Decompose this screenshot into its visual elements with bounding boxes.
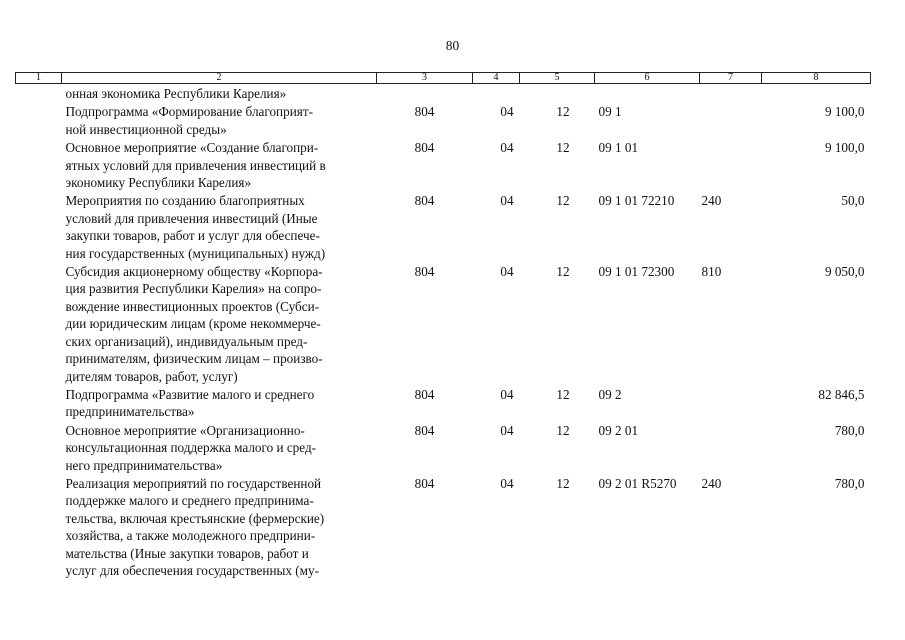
name-line: Мероприятия по созданию благоприятных — [65, 193, 305, 209]
name-line: условий для привлечения инвестиций (Иные — [65, 210, 318, 226]
row-cell-target-code: 09 2 — [598, 386, 622, 402]
header-cell-6: 6 — [595, 73, 700, 84]
name-line: закупки товаров, работ и услуг для обеспече- — [65, 228, 320, 244]
row-cell-target-code: 09 1 — [598, 104, 622, 120]
row-cell-subsection: 12 — [556, 104, 570, 120]
table-row — [16, 475, 871, 580]
name-line: ских организаций), индивидуальным пред- — [65, 333, 308, 349]
name-line: ятных условий для привлечения инвестиций в — [65, 157, 326, 173]
row-cell-section: 04 — [500, 422, 514, 438]
row-cell-section: 04 — [500, 264, 514, 280]
name-line: услуг для обеспечения государственных (му- — [65, 562, 319, 578]
row-cell-index — [16, 192, 62, 263]
name-line: Основное мероприятие «Создание благопри- — [65, 140, 319, 156]
table-row — [16, 192, 871, 263]
row-cell-subsection: 12 — [556, 264, 570, 280]
name-line: хозяйства, а также молодежного предприни- — [65, 528, 316, 544]
table-row — [16, 103, 871, 139]
row-cell-index — [16, 422, 62, 475]
row-cell-amount — [762, 84, 871, 104]
row-cell-ministry: 804 — [414, 140, 435, 156]
row-cell-target-code: 09 2 01 R5270 — [598, 475, 677, 491]
name-line: тельства, включая крестьянские (фермерские) — [65, 510, 325, 526]
name-line: предпринимательства» — [65, 404, 195, 420]
row-cell-amount: 82 846,5 — [818, 386, 865, 402]
name-line: дителям товаров, работ, услуг) — [65, 368, 238, 384]
row-cell-section: 04 — [500, 475, 514, 491]
row-cell-amount: 9 100,0 — [824, 104, 865, 120]
row-cell-expense-type — [700, 422, 762, 475]
row-cell-section: 04 — [500, 104, 514, 120]
row-cell-section: 04 — [500, 386, 514, 402]
row-cell-index — [16, 263, 62, 386]
table-row — [16, 422, 871, 475]
row-cell-section — [473, 84, 520, 104]
row-cell-amount: 780,0 — [834, 475, 865, 491]
row-cell-amount: 9 050,0 — [824, 264, 865, 280]
row-cell-expense-type — [700, 386, 762, 422]
table-row — [16, 84, 871, 104]
row-cell-ministry: 804 — [414, 264, 435, 280]
name-line: него предпринимательства» — [65, 457, 223, 473]
name-line: Подпрограмма «Развитие малого и среднего — [65, 386, 315, 402]
row-cell-target-code: 09 2 01 — [598, 422, 639, 438]
row-cell-target-code: 09 1 01 72210 — [598, 193, 675, 209]
row-cell-ministry: 804 — [414, 386, 435, 402]
row-cell-ministry: 804 — [414, 104, 435, 120]
row-cell-index — [16, 139, 62, 192]
row-cell-name — [62, 139, 377, 192]
name-line: поддержке малого и среднего предпринима- — [65, 493, 314, 509]
row-cell-name — [62, 192, 377, 263]
name-line: ция развития Республики Карелия» на сопро- — [65, 281, 322, 297]
row-cell-subsection: 12 — [556, 386, 570, 402]
header-cell-8: 8 — [762, 73, 871, 84]
name-line: мательства (Иные закупки товаров, работ и — [65, 545, 309, 561]
row-cell-expense-type: 240 — [701, 193, 722, 209]
name-line: онная экономика Республики Карелия» — [65, 86, 287, 101]
row-cell-subsection: 12 — [556, 422, 570, 438]
row-cell-ministry: 804 — [414, 193, 435, 209]
row-cell-ministry — [377, 84, 473, 104]
row-cell-name — [62, 386, 377, 422]
row-cell-expense-type: 240 — [701, 475, 722, 491]
row-cell-name — [62, 84, 377, 104]
row-cell-subsection: 12 — [556, 140, 570, 156]
name-line: консультационная поддержка малого и сред- — [65, 440, 317, 456]
name-line: Подпрограмма «Формирование благоприят- — [65, 104, 313, 120]
row-cell-name — [62, 103, 377, 139]
row-cell-name — [62, 422, 377, 475]
row-cell-index — [16, 84, 62, 104]
name-line: ной инвестиционной среды» — [65, 121, 227, 137]
row-cell-index — [16, 475, 62, 580]
name-line: ния государственных (муниципальных) нужд) — [65, 245, 326, 261]
row-cell-ministry: 804 — [414, 475, 435, 491]
name-line: экономику Республики Карелия» — [65, 175, 252, 191]
row-cell-target-code: 09 1 01 72300 — [598, 264, 675, 280]
table-header — [16, 73, 871, 84]
row-cell-name — [62, 475, 377, 580]
row-cell-amount: 780,0 — [834, 422, 865, 438]
row-cell-amount: 50,0 — [841, 193, 865, 209]
row-cell-subsection — [520, 84, 595, 104]
row-cell-expense-type — [700, 84, 762, 104]
header-cell-7: 7 — [700, 73, 762, 84]
row-cell-section: 04 — [500, 193, 514, 209]
row-cell-target-code: 09 1 01 — [598, 140, 639, 156]
row-cell-amount: 9 100,0 — [824, 140, 865, 156]
row-cell-target-code — [595, 84, 700, 104]
row-cell-index — [16, 386, 62, 422]
header-cell-1: 1 — [16, 73, 62, 84]
budget-table — [15, 72, 871, 580]
name-line: вождение инвестиционных проектов (Субси- — [65, 298, 320, 314]
table-body — [16, 84, 871, 581]
name-line: Субсидия акционерному обществу «Корпора- — [65, 264, 323, 280]
row-cell-expense-type: 810 — [701, 264, 722, 280]
name-line: Реализация мероприятий по государственной — [65, 475, 322, 491]
header-cell-2: 2 — [62, 73, 377, 84]
name-line: принимателям, физическим лицам – произво- — [65, 351, 323, 367]
row-cell-expense-type — [700, 139, 762, 192]
name-line: Основное мероприятие «Организационно- — [65, 422, 305, 438]
header-cell-3: 3 — [377, 73, 473, 84]
row-cell-ministry: 804 — [414, 422, 435, 438]
page-number: 80 — [445, 38, 460, 53]
header-cell-5: 5 — [520, 73, 595, 84]
row-cell-section: 04 — [500, 140, 514, 156]
row-cell-name — [62, 263, 377, 386]
table-row — [16, 263, 871, 386]
table-row — [16, 386, 871, 422]
row-cell-subsection: 12 — [556, 475, 570, 491]
row-cell-subsection: 12 — [556, 193, 570, 209]
row-cell-index — [16, 103, 62, 139]
table-row — [16, 139, 871, 192]
header-row — [16, 73, 871, 84]
header-cell-4: 4 — [473, 73, 520, 84]
row-cell-expense-type — [700, 103, 762, 139]
name-line: дии юридическим лицам (кроме некоммерче- — [65, 316, 321, 332]
